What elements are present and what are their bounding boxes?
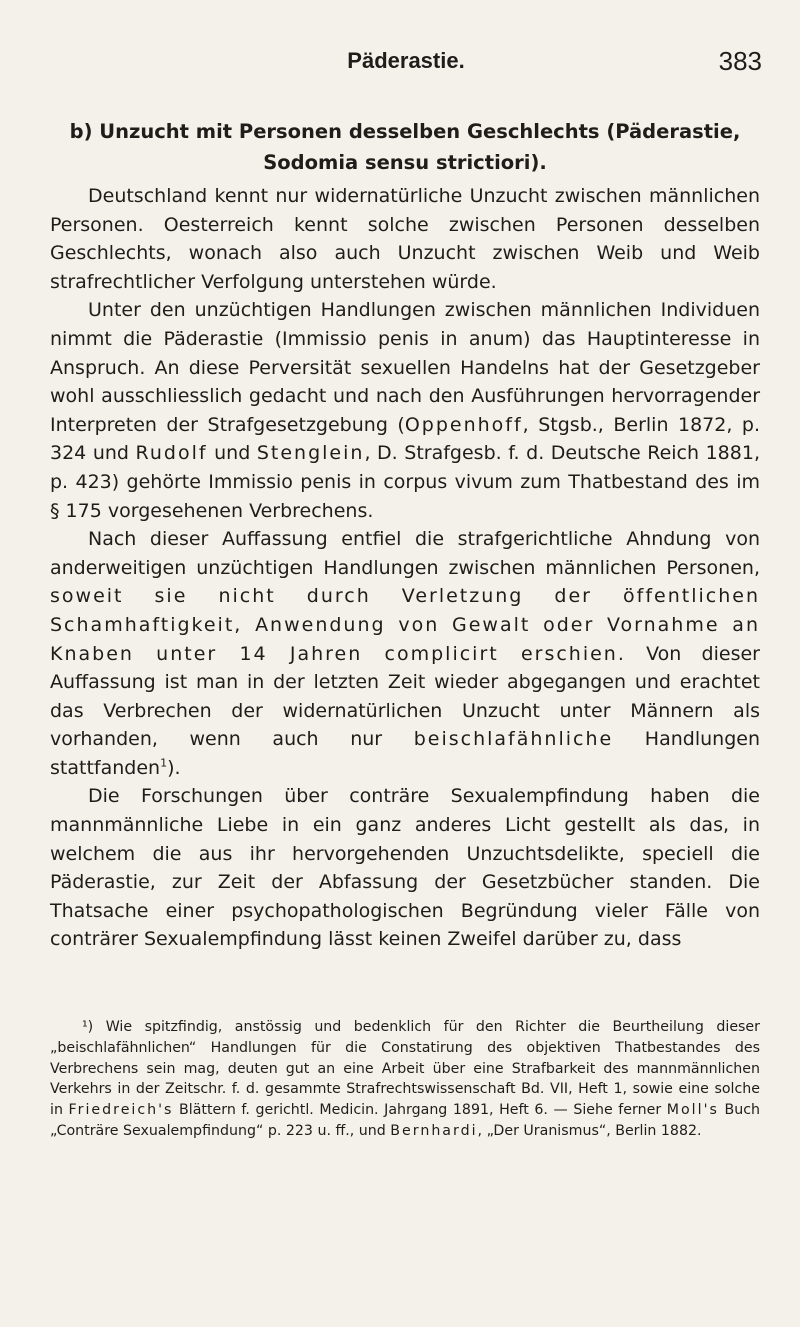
footnote-marker: ¹): [82, 1019, 94, 1035]
page-title: Päderastie.: [347, 48, 465, 73]
main-text: [50, 116, 760, 954]
footnote-reference[interactable]: 1: [160, 756, 168, 770]
paragraph-1: Deutschland kennt nur widernatürliche Unzucht zwischen männlichen Personen. Oesterreich kennt solche zwischen Personen desselben Geschlechts, wonach also auch Unzucht zwischen Weib und Weib strafrechtlicher Verfolgung unterstehen würde.: [50, 185, 760, 293]
footnote-text-d: , „Der Uranismus“, Berlin 1882.: [477, 1122, 702, 1139]
author-rudolf: Rudolf: [135, 442, 208, 465]
page-number: 383: [718, 46, 762, 76]
paragraph-3-emphasis: soweit sie nicht durch Verletzung der öffentlichen Schamhaftigkeit, Anwendung von Gewalt oder Vornahme an Knaben unter 14 Jahren complicirt erschien.: [50, 585, 760, 665]
paragraph-4: Die Forschungen über conträre Sexualempfindung haben die mannmännliche Liebe in ein ganz anderes Licht gestellt als das, in welchem die aus ihr hervorgehenden Unzuchtsdelikte, speciell die Päderastie, zur Zeit der Abfassung der Gesetzbücher standen. Die Thatsache einer psychopathologischen Begründung vieler Fälle von conträrer Sexualempfindung lässt keinen Zweifel darüber zu, dass: [50, 785, 760, 951]
author-oppenhoff: Oppenhoff: [404, 413, 523, 436]
section-heading: b) Unzucht mit Personen desselben Geschlechts (Päderastie, Sodomia sensu strictiori).: [69, 120, 741, 174]
footnote-text-a: Wie spitzfindig, anstössig und bedenklich für den Richter die Beurtheilung dieser „beischlafähnlichen“ Handlungen für die Constatirung des objektiven Thatbestandes des Verbrechens sein mag, deuten gut an eine Arbeit über eine Strafbarkeit des mannmännlichen Verkehrs in der Zeitschr. f. d. gesammte Strafrechtswissenschaft Bd. VII, Heft 1, sowie eine solche in: [50, 1019, 760, 1119]
paragraph-2-text-b: , Stgsb., Berlin 1872, p. 324 und: [50, 413, 761, 465]
footnote-text-c: Buch „Conträre Sexualempfindung“ p. 223 u. ff., und: [50, 1102, 760, 1139]
paragraph-3-text-b: Von dieser Auffassung ist man in der letzten Zeit wieder abgegangen und erachtet das Verbrechen der widernatürlichen Unzucht unter Männern als vorhanden, wenn auch nur: [50, 642, 760, 751]
paragraph-3-text-d: ).: [167, 756, 181, 779]
paragraph-3-emphasis-2: beischlafähnliche: [413, 728, 614, 751]
paragraph-2-text-c: und: [207, 442, 257, 465]
footnote-text-b: Blättern f. gerichtl. Medicin. Jahrgang 1891, Heft 6. — Siehe ferner: [173, 1102, 667, 1119]
footnote-moll: Moll's: [666, 1102, 719, 1119]
footnote: [50, 1017, 760, 1142]
paragraph-2-text-d: , D. Strafgesb. f. d. Deutsche Reich 1881, p. 423) gehörte Immissio penis in corpus vivum zum Thatbestand des im § 175 vorgesehenen Verbrechens.: [50, 442, 760, 522]
paragraph-3-text-a: Nach dieser Auffassung entfiel die strafgerichtliche Ahndung von anderweitigen unzüchtigen Handlungen zwischen männlichen Personen,: [50, 528, 760, 579]
paragraph-2-text-a: Unter den unzüchtigen Handlungen zwischen männlichen Individuen nimmt die Päderastie (Immissio penis in anum) das Hauptinteresse in Anspruch. An diese Perversität sexuellen Handelns hat der Gesetzgeber wohl ausschliesslich gedacht und nach den Ausführungen hervorragender Interpreten der Strafgesetzgebung (: [50, 299, 760, 436]
author-stenglein: Stenglein: [256, 442, 365, 465]
footnote-friedreich: Friedreich's: [68, 1102, 174, 1119]
paragraph-2: [50, 296, 760, 525]
paragraph-3: [50, 525, 760, 782]
paragraph-3-text-c: Handlungen stattfanden: [50, 728, 760, 779]
footnote-bernhardi: Bernhardi: [390, 1122, 478, 1139]
running-head: [50, 48, 762, 82]
